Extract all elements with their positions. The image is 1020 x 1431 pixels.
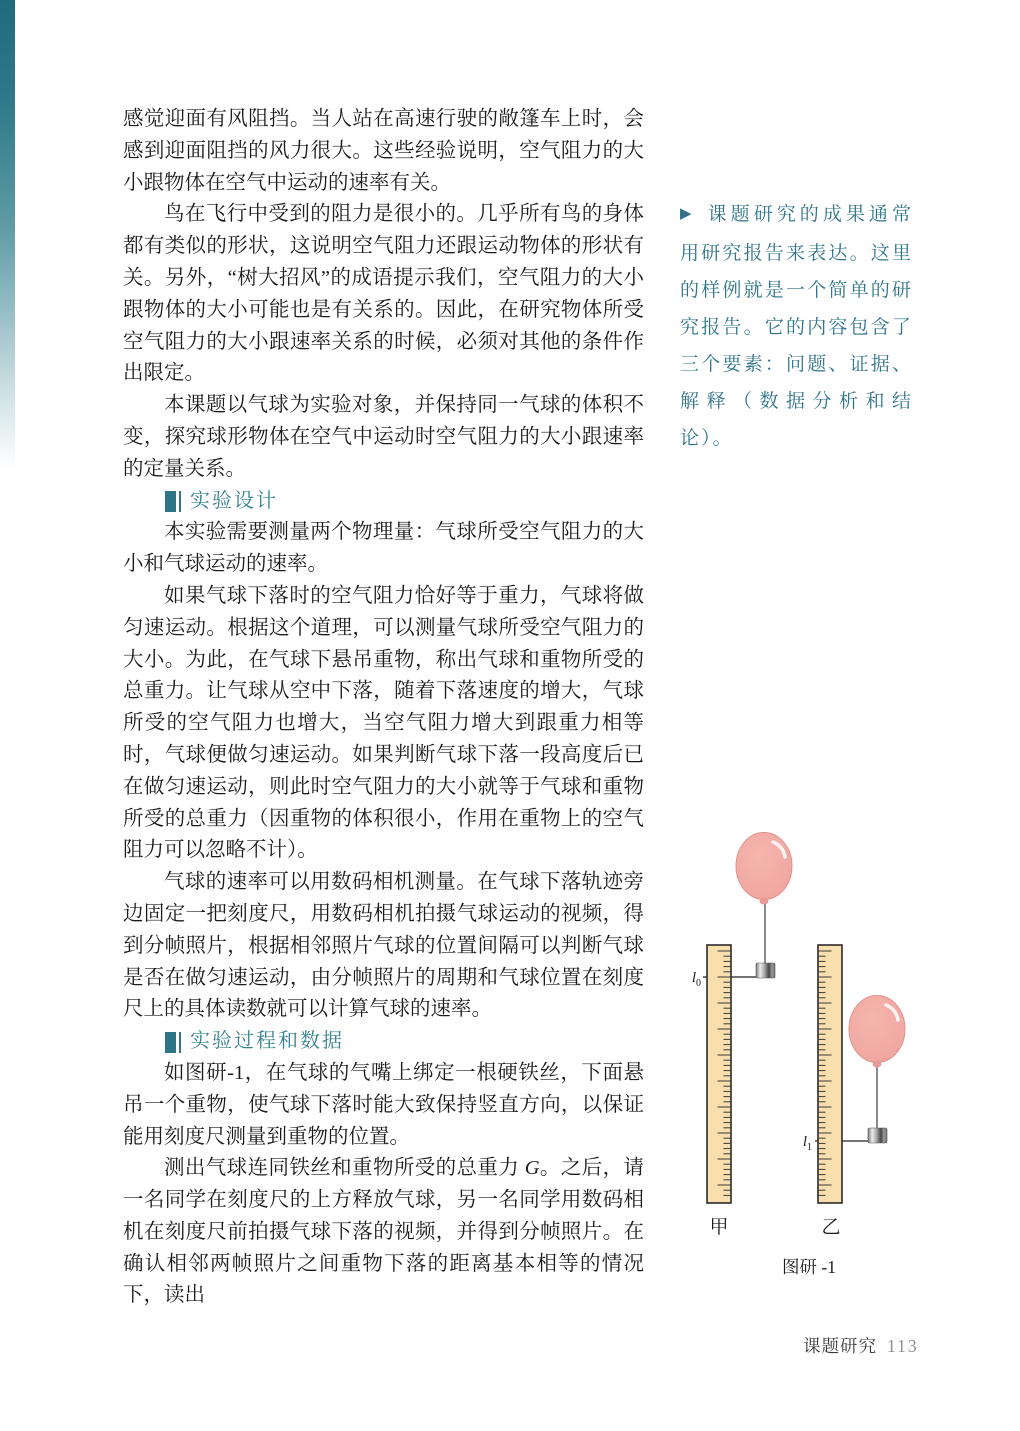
symbol-G: G: [524, 1157, 540, 1180]
page-edge-gradient-bar: [0, 0, 15, 470]
note-arrow-icon: ▶: [680, 206, 694, 222]
paragraph: 本课题以气球为实验对象，并保持同一气球的体积不变，探究球形物体在空气中运动时空气阻力的大小跟速率的定量关系。: [123, 394, 644, 480]
paragraph: 鸟在飞行中受到的阻力是很小的。几乎所有鸟的身体都有类似的形状，这说明空气阻力还跟运动物体的形状有关。另外，“树大招风”的成语提示我们，空气阻力的大小跟物体的大小可能也是有关系的。因此，在研究物体所受空气阻力的大小跟速率关系的时候，必须对其他的条件作出限定。: [123, 203, 644, 385]
paragraph: 如图研-1，在气球的气嘴上绑定一根硬铁丝，下面悬吊一个重物，使气球下落时能大致保持竖直方向，以保证能用刻度尺测量到重物的位置。: [123, 1061, 644, 1148]
section-marker-block-icon: [165, 491, 176, 512]
paragraph-text: 测出气球连同铁丝和重物所受的总重力: [164, 1157, 525, 1180]
section-marker-line-icon: [179, 1032, 181, 1053]
paragraph: 气球的速率可以用数码相机测量。在气球下落轨迹旁边固定一把刻度尺，用数码相机拍摄气球运动的视频，得到分帧照片，根据相邻照片气球的位置间隔可以判断气球是否在做匀速运动，由分帧照片的周期和气球位置在刻度尺上的具体读数就可以计算气球的速率。: [123, 871, 644, 1021]
label-l1: $l_1$: [802, 1134, 812, 1153]
main-text-column: [123, 104, 644, 1312]
paragraph: [123, 1153, 644, 1312]
section-title-experiment-design: [165, 486, 644, 518]
footer-section-title: 课题研究: [803, 1336, 877, 1356]
page-footer: [803, 1333, 919, 1358]
balloon-left: [736, 833, 792, 900]
margin-note-text: 课题研究的成果通常用研究报告来表达。这里的样例就是一个简单的研究报告。它的内容包含了三个要素：问题、证据、解释（数据分析和结论）。: [680, 204, 913, 449]
balloon-knot-left: [760, 898, 769, 905]
label-l0: $l_0$: [691, 970, 701, 989]
label-jia: 甲: [709, 1217, 729, 1238]
section-title-text: 实验设计: [190, 489, 278, 512]
weight-right: [868, 1128, 887, 1143]
figure-yan-1: [660, 810, 980, 1285]
balloon-right: [849, 996, 905, 1063]
paragraph: 本实验需要测量两个物理量：气球所受空气阻力的大小和气球运动的速率。: [123, 521, 644, 576]
footer-page-number: 113: [887, 1336, 919, 1356]
paragraph-text: 。之后，请一名同学在刻度尺的上方释放气球，另一名同学用数码相机在刻度尺前拍摄气球下落的视频，并得到分帧照片。在确认相邻两帧照片之间重物下落的距离基本相等的情况下，读出: [123, 1157, 645, 1307]
label-yi: 乙: [821, 1217, 841, 1238]
section-marker-line-icon: [179, 491, 181, 512]
paragraph: 感觉迎面有风阻挡。当人站在高速行驶的敞篷车上时，会感到迎面阻挡的风力很大。这些经验说明，空气阻力的大小跟物体在空气中运动的速率有关。: [123, 108, 644, 194]
section-marker-block-icon: [165, 1032, 176, 1053]
weight-left: [756, 963, 775, 978]
paragraph: 如果气球下落时的空气阻力恰好等于重力，气球将做匀速运动。根据这个道理，可以测量气球所受空气阻力的大小。为此，在气球下悬吊重物，称出气球和重物所受的总重力。让气球从空中下落，随着下落速度的增大，气球所受的空气阻力也增大，当空气阻力增大到跟重力相等时，气球便做匀速运动。如果判断气球下落一段高度后已在做匀速运动，则此时空气阻力的大小就等于气球和重物所受的总重力（因重物的体积很小，作用在重物上的空气阻力可以忽略不计）。: [123, 584, 644, 862]
section-title-experiment-process: [165, 1026, 644, 1058]
margin-note: [680, 196, 913, 457]
balloon-knot-right: [873, 1061, 882, 1068]
figure-caption: 图研 -1: [782, 1257, 836, 1277]
section-title-text: 实验过程和数据: [190, 1030, 344, 1053]
